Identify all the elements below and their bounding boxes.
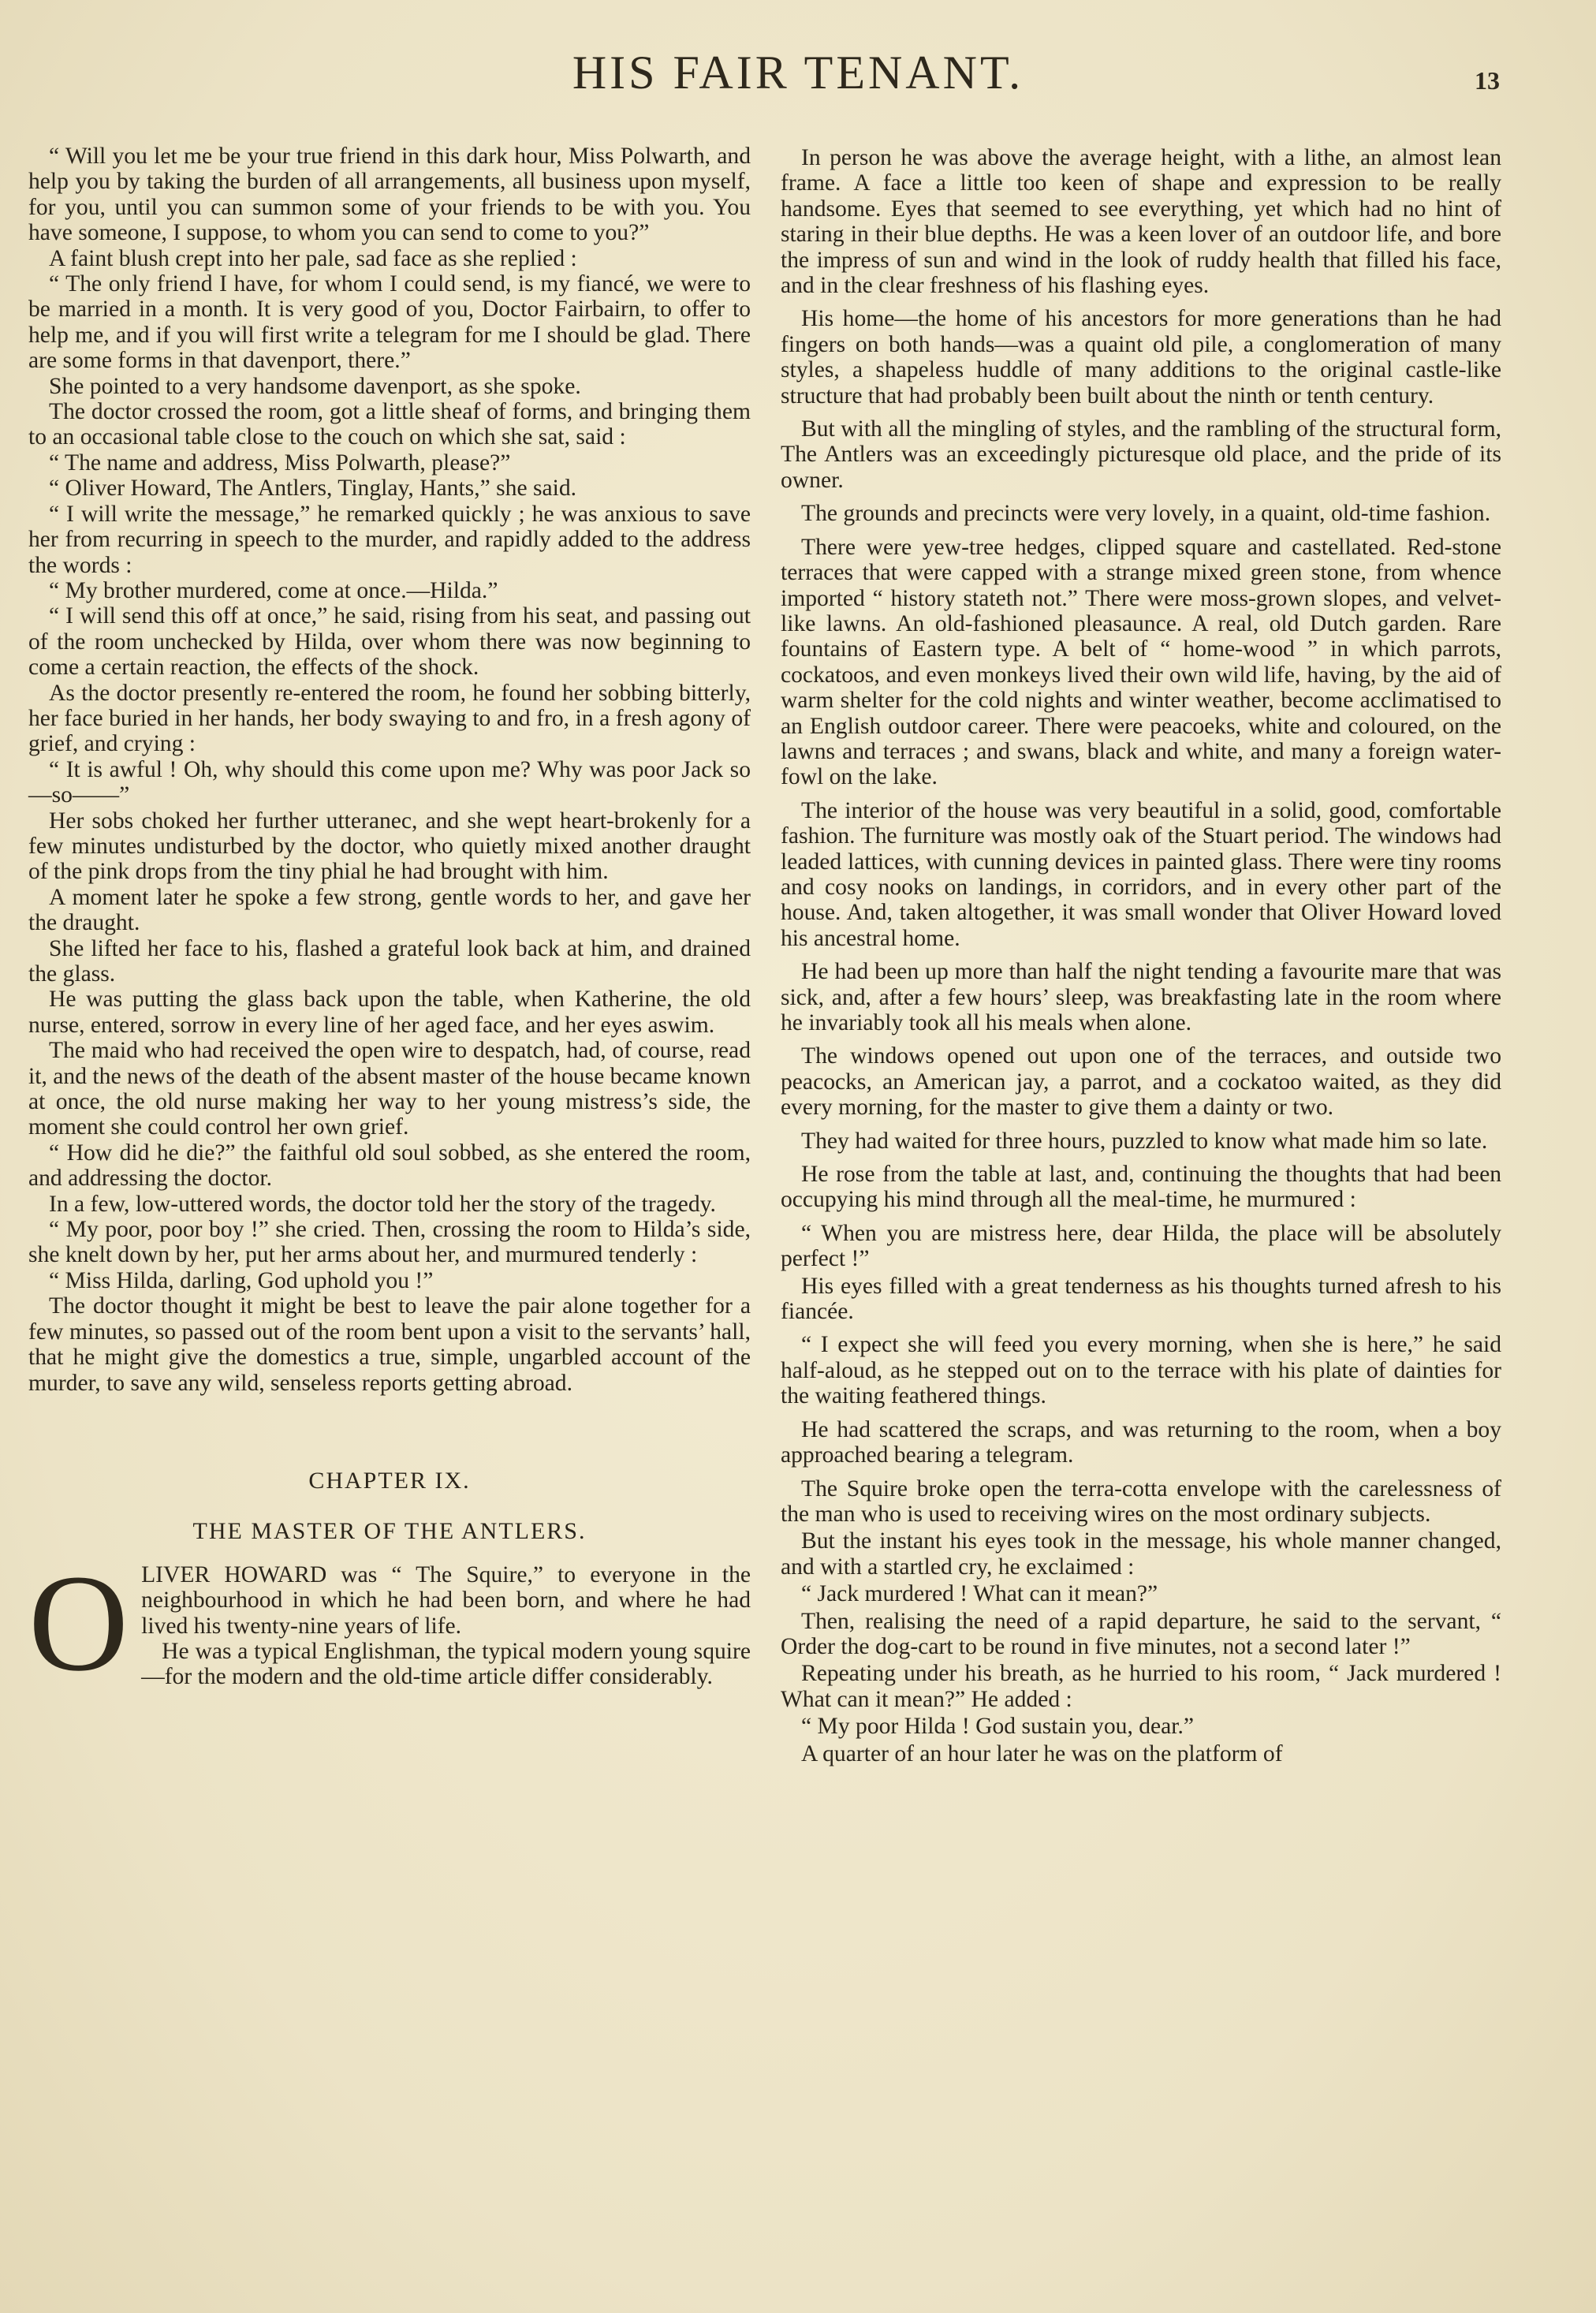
paragraph: “ It is awful ! Oh, why should this come upon me? Why was poor Jack so—so——” (28, 756, 751, 808)
paragraph: The Squire broke open the terra-cotta envelope with the carelessness of the man who is used to receiving wires on the most ordinary subjects. (781, 1475, 1501, 1527)
paragraph: He rose from the table at last, and, continuing the thoughts that had been occupying his mind through all the meal-time, he murmured : (781, 1162, 1501, 1213)
paragraph: The doctor thought it might be best to leave the pair alone together for a few minutes, so passed out of the room bent upon a visit to the servants’ hall, that he might give the domestics a true, simple, ungarbled account of the murder, to save any wild, senseless reports getting abroad. (28, 1293, 751, 1396)
second-paragraph-text: He was a typical Englishman, the typical modern young squire—for the modern and the old-time article differ considerably. (141, 1638, 751, 1690)
paragraph: A quarter of an hour later he was on the platform of (801, 1740, 1283, 1766)
paragraph: “ I expect she will feed you every morning, when she is here,” he said half-aloud, as he stepped out on to the terrace with his plate of dainties for the waiting feathered things. (781, 1332, 1501, 1409)
paragraph: “ When you are mistress here, dear Hilda, the place will be absolutely perfect !” (781, 1220, 1501, 1272)
paragraph: A moment later he spoke a few strong, gentle words to her, and gave her the draught. (28, 884, 751, 936)
paragraph: His eyes filled with a great tenderness as his thoughts turned afresh to his fiancée. (781, 1273, 1501, 1325)
opening-text: LIVER HOWARD was “ The Squire,” to everyone in the neighbourhood in which he had been born, and where he had lived his twenty-nine years of life. (141, 1561, 751, 1639)
paragraph: The interior of the house was very beautiful in a solid, good, comfortable fashion. The furniture was mostly oak of the Stuart period. The windows had leaded lattices, with cunning devices in painted glass. There were tiny rooms and cosy nooks on landings, in corridors, and in every other part of the house. And, taken altogether, it was small wonder that Oliver Howard loved his ancestral home. (781, 797, 1501, 951)
paragraph: “ The name and address, Miss Polwarth, please?” (49, 450, 511, 476)
paragraph: “ My poor Hilda ! God sustain you, dear.” (801, 1714, 1195, 1740)
paragraph: The doctor crossed the room, got a little sheaf of forms, and bringing them to an occasional table close to the couch on which she sat, said : (28, 399, 751, 450)
paragraph: As the doctor presently re-entered the room, he found her sobbing bitterly, her face buried in her hands, her body swaying to and fro, in a fresh agony of grief, and crying : (28, 680, 751, 757)
paragraph: But with all the mingling of styles, and the rambling of the structural form, The Antlers was an exceedingly picturesque old place, and the pride of its owner. (781, 416, 1501, 493)
paragraph: A faint blush crept into her pale, sad face as she replied : (49, 245, 577, 271)
page-number: 13 (1475, 66, 1500, 95)
paragraph: The maid who had received the open wire to despatch, had, of course, read it, and the news of the death of the absent master of the house became known at once, the old nurse making her way to her young mistress’s side, the moment she could control her own grief. (28, 1038, 751, 1140)
paragraph: “ I will send this off at once,” he said, rising from his seat, and passing out of the room unchecked by Hilda, over whom there was now beginning to come a certain reaction, the effects of the shock. (28, 603, 751, 681)
paragraph: There were yew-tree hedges, clipped square and castellated. Red-stone terraces that were capped with a strange mixed green stone, from whence imported “ history stateth not.” There were moss-grown slopes, and velvet-like lawns. An old-fashioned pleasaunce. A real, old Dutch garden. Rare fountains of Eastern type. A belt of “ home-wood ” in which parrots, cockatoos, and even monkeys lived their own wild life, having, by the aid of warm shelter for the cold nights and winter weather, become acclimatised to an English outdoor career. There were peacoeks, white and coloured, on the lawns and terraces ; and swans, black and white, and many a foreign water-fowl on the lake. (781, 534, 1501, 790)
chapter-opening-paragraph (28, 1546, 751, 1700)
paragraph: “ Will you let me be your true friend in this dark hour, Miss Polwarth, and help you by taking the burden of all arrangements, all business upon myself, for you, until you can summon some of your friends to be with you. You have someone, I suppose, to whom you can send to come to you?” (28, 144, 751, 246)
paragraph: Then, realising the need of a rapid departure, he said to the servant, “ Order the dog-cart to be round in five minutes, not a second later !” (781, 1608, 1501, 1659)
paragraph: In a few, low-uttered words, the doctor told her the story of the tragedy. (49, 1191, 716, 1217)
chapter-title: THE MASTER OF THE ANTLERS. (192, 1518, 587, 1545)
left-column (28, 144, 751, 1700)
running-title: HIS FAIR TENANT. (572, 47, 1024, 99)
paragraph: She pointed to a very handsome davenport, as she spoke. (49, 373, 581, 399)
paragraph: Repeating under his breath, as he hurried to his room, “ Jack murdered ! What can it mean?” He added : (781, 1661, 1501, 1712)
paragraph: “ Miss Hilda, darling, God uphold you !” (49, 1267, 434, 1293)
drop-cap: O (28, 1546, 129, 1700)
paragraph: “ Oliver Howard, The Antlers, Tinglay, Hants,” she said. (49, 476, 577, 502)
paragraph: He was putting the glass back upon the table, when Katherine, the old nurse, entered, sorrow in every line of her aged face, and her eyes aswim. (28, 987, 751, 1038)
paragraph: “ Jack murdered ! What can it mean?” (801, 1581, 1158, 1607)
paragraph: His home—the home of his ancestors for more generations than he had fingers on both hands—was a quaint old pile, a conglomeration of many styles, a shapeless huddle of many additions to the original castle-like structure that had probably been built about the ninth or tenth century. (781, 306, 1501, 409)
paragraph: He had scattered the scraps, and was returning to the room, when a boy approached bearing a telegram. (781, 1416, 1501, 1468)
paragraph: “ I will write the message,” he remarked quickly ; he was anxious to save her from recurring in speech to the murder, and rapidly added to the address the words : (28, 501, 751, 578)
paragraph: “ My brother murdered, come at once.—Hilda.” (49, 577, 498, 603)
paragraph: The grounds and precincts were very lovely, in a quaint, old-time fashion. (801, 501, 1491, 527)
paragraph: “ My poor, poor boy !” she cried. Then, crossing the room to Hilda’s side, she knelt down by her, put her arms about her, and murmured tenderly : (28, 1217, 751, 1268)
paragraph: Her sobs choked her further utteranec, and she wept heart-brokenly for a few minutes undisturbed by the doctor, who quietly mixed another draught of the pink drops from the tiny phial he had brought with him. (28, 808, 751, 885)
paragraph: “ The only friend I have, for whom I could send, is my fiancé, we were to be married in a month. It is very good of you, Doctor Fairbairn, to offer to help me, and if you will first write a telegram for me I should be glad. There are some forms in that davenport, there.” (28, 271, 751, 374)
paragraph: But the instant his eyes took in the message, his whole manner changed, and with a startled cry, he exclaimed : (781, 1528, 1501, 1580)
paragraph: She lifted her face to his, flashed a grateful look back at him, and drained the glass. (28, 935, 751, 987)
paragraph: They had waited for three hours, puzzled to know what made him so late. (801, 1128, 1488, 1154)
chapter-heading (28, 1468, 751, 1545)
paragraph: The windows opened out upon one of the terraces, and outside two peacocks, an American jay, a parrot, and a cockatoo waited, as they did every morning, for the master to give them a dainty or two. (781, 1043, 1501, 1121)
paragraph: He had been up more than half the night tending a favourite mare that was sick, and, after a few hours’ sleep, was breakfasting late in the room where he invariably took all his meals when alone. (781, 959, 1501, 1035)
paragraph: “ How did he die?” the faithful old soul sobbed, as she entered the room, and addressing the doctor. (28, 1140, 751, 1192)
right-column (781, 145, 1501, 1768)
chapter-number: CHAPTER IX. (308, 1467, 471, 1494)
paragraph: In person he was above the average height, with a lithe, an almost lean frame. A face a little too keen of shape and expression to be really handsome. Eyes that seemed to see everything, yet which had no hint of staring in their blue depths. He was a keen lover of an outdoor life, and bore the impress of sun and wind in the look of ruddy health that filled his face, and in the clear freshness of his flashing eyes. (781, 145, 1501, 299)
